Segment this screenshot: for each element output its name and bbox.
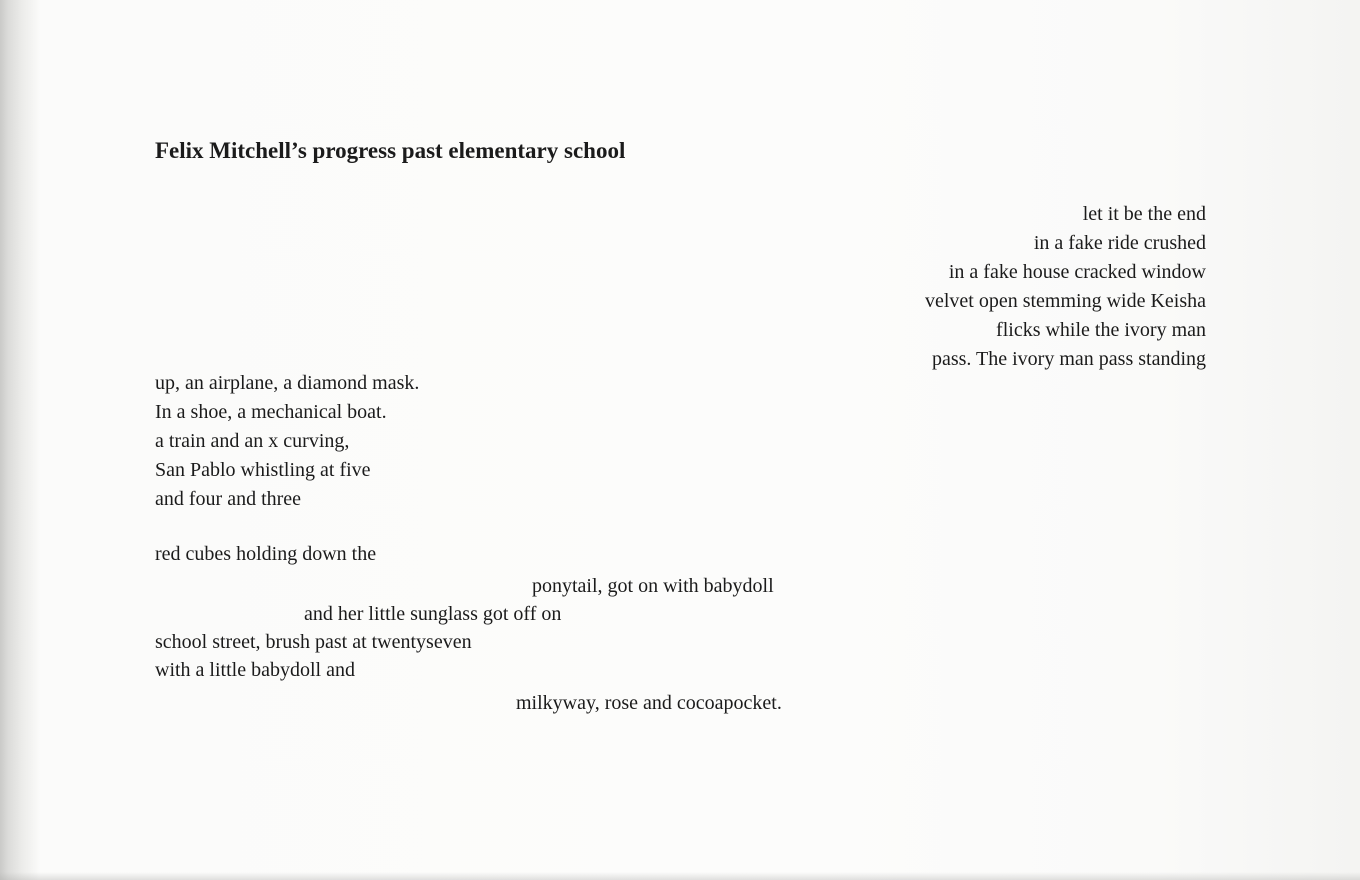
poem-line-school-street: school street, brush past at twentyseven: [155, 631, 472, 653]
right-stanza: [925, 200, 1206, 374]
left-stanza: [155, 369, 419, 514]
poem-line-milkyway: milkyway, rose and cocoapocket.: [516, 692, 782, 714]
poem-line: pass. The ivory man pass standing: [931, 348, 1206, 370]
poem-line: flicks while the ivory man: [996, 319, 1206, 341]
poem-line: San Pablo whistling at five: [155, 459, 371, 481]
poem-line: a train and an x curving,: [155, 430, 350, 452]
poem-title: Felix Mitchell’s progress past elementary school: [155, 138, 626, 163]
poem-line: In a shoe, a mechanical boat.: [155, 401, 387, 423]
poem-line: let it be the end: [1082, 203, 1206, 225]
poem-line: velvet open stemming wide Keisha: [924, 290, 1206, 312]
poem-line-ponytail: ponytail, got on with babydoll: [532, 575, 774, 597]
poem-line: and four and three: [155, 488, 302, 510]
binding-gutter-shadow: [0, 0, 40, 880]
poem-line-little-babydoll: with a little babydoll and: [155, 659, 355, 681]
poem-line-sunglass: and her little sunglass got off on: [304, 603, 562, 625]
page-bottom-edge: [0, 872, 1360, 880]
poem-line: in a fake house cracked window: [948, 261, 1206, 283]
poem-line-red-cubes: red cubes holding down the: [155, 543, 377, 565]
poem-line: in a fake ride crushed: [1033, 232, 1206, 254]
poem-line: up, an airplane, a diamond mask.: [155, 372, 420, 394]
